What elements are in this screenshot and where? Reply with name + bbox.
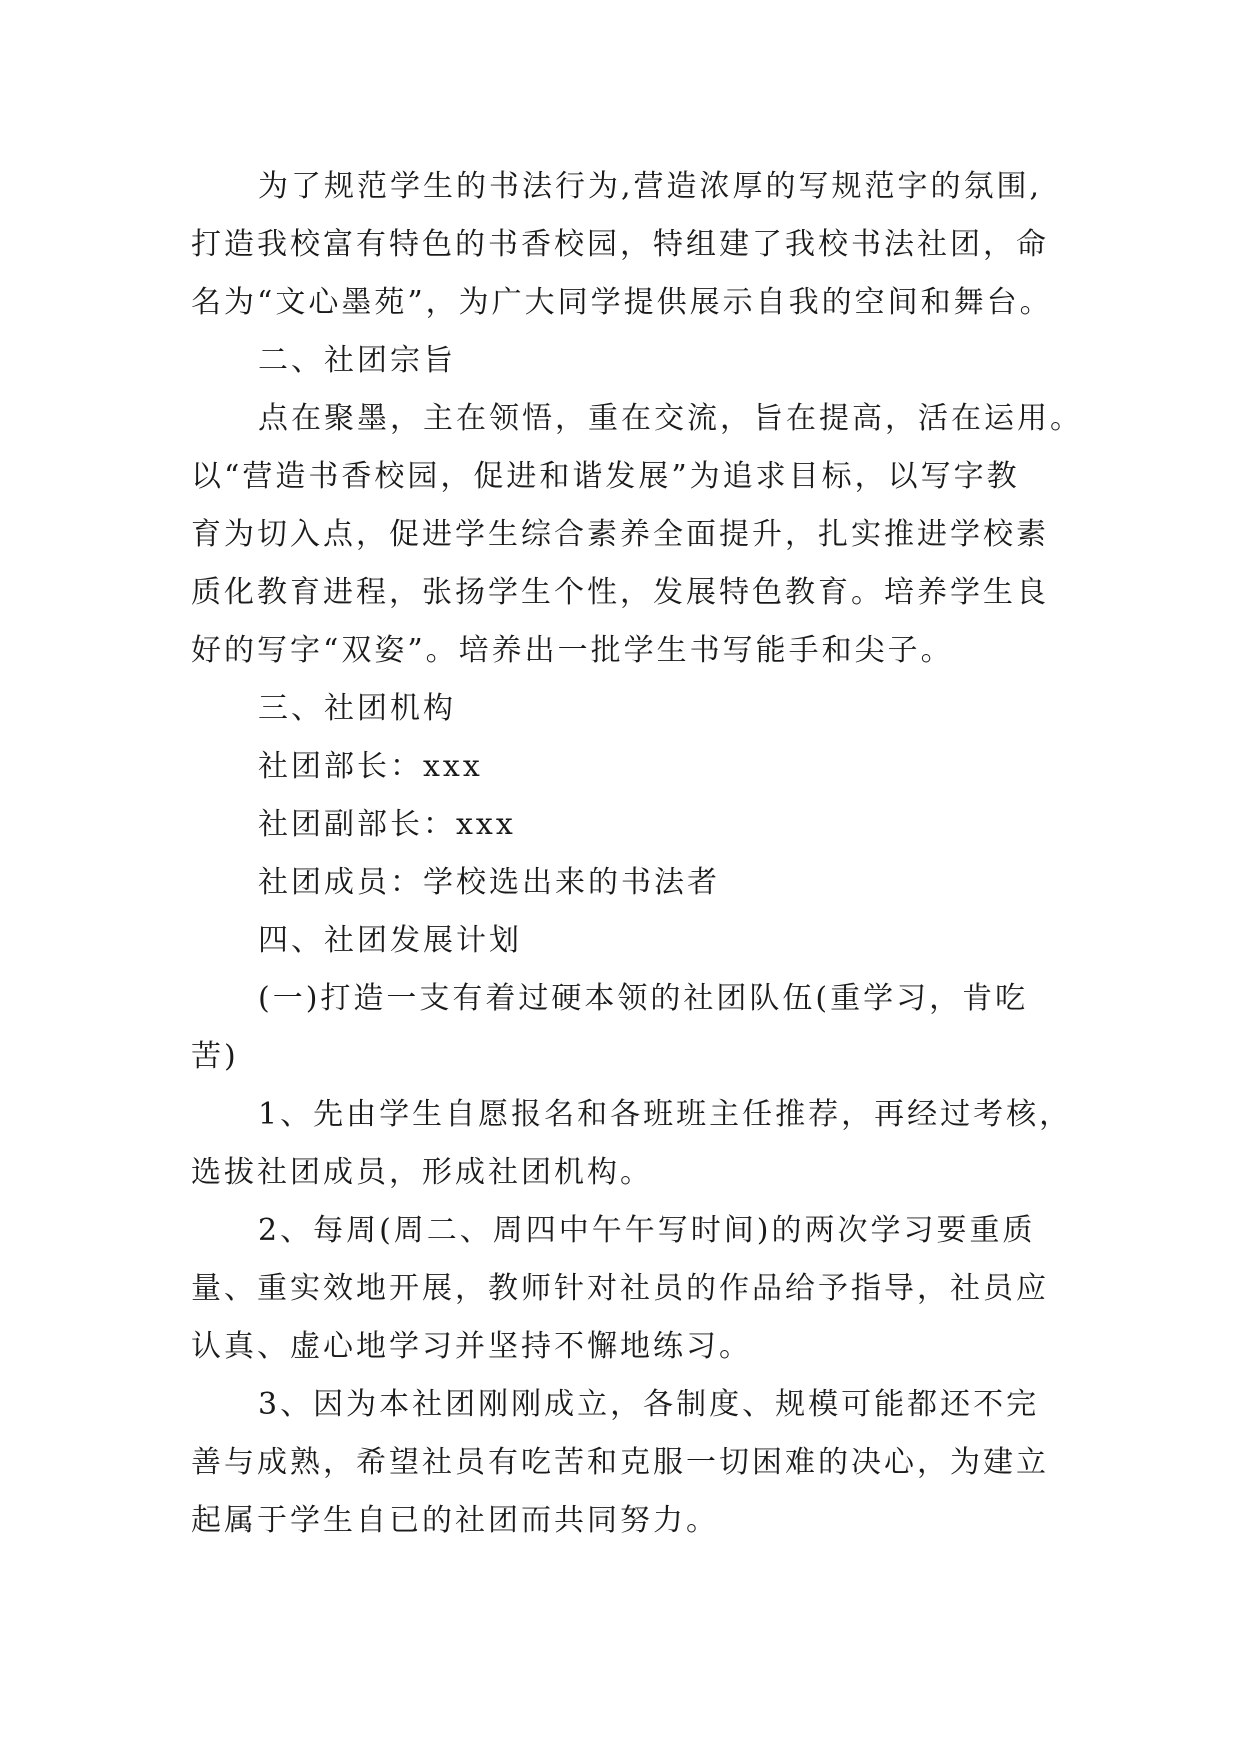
section-heading-organization: 三、社团机构 xyxy=(258,691,456,726)
plan-item-3-line: 善与成熟，希望社员有吃苦和克服一切困难的决心，为建立 xyxy=(191,1445,1049,1480)
plan-item-2-line: 量、重实效地开展，教师针对社员的作品给予指导，社员应 xyxy=(191,1271,1049,1306)
paragraph-purpose-line: 好的写字“双姿”。培养出一批学生书写能手和尖子。 xyxy=(191,633,954,668)
paragraph-purpose-line: 质化教育进程，张扬学生个性，发展特色教育。培养学生良 xyxy=(191,575,1049,610)
paragraph-purpose-line: 点在聚墨，主在领悟，重在交流，旨在提高，活在运用。 xyxy=(258,401,1083,436)
plan-item-1-line: 选拔社团成员，形成社团机构。 xyxy=(191,1155,653,1190)
plan-item-3-line: 3、因为本社团刚刚成立，各制度、规模可能都还不完 xyxy=(258,1387,1040,1422)
paragraph-intro-line: 为了规范学生的书法行为,营造浓厚的写规范字的氛围, xyxy=(258,169,1043,204)
organization-director: 社团部长：xxx xyxy=(258,749,483,784)
plan-item-1-line: 1、先由学生自愿报名和各班班主任推荐，再经过考核， xyxy=(258,1097,1073,1132)
plan-item-2-line: 认真、虚心地学习并坚持不懈地练习。 xyxy=(191,1329,752,1364)
organization-deputy-director: 社团副部长：xxx xyxy=(258,807,516,842)
plan-subheading-line: (一)打造一支有着过硬本领的社团队伍(重学习，肯吃 xyxy=(258,981,1029,1016)
paragraph-purpose-line: 以“营造书香校园，促进和谐发展”为追求目标，以写字教 xyxy=(191,459,1020,494)
paragraph-intro-line: 名为“文心墨苑”，为广大同学提供展示自我的空间和舞台。 xyxy=(191,285,1053,320)
paragraph-intro-line: 打造我校富有特色的书香校园，特组建了我校书法社团，命 xyxy=(191,227,1049,262)
paragraph-purpose-line: 育为切入点，促进学生综合素养全面提升，扎实推进学校素 xyxy=(191,517,1049,552)
plan-subheading-line: 苦) xyxy=(191,1039,239,1074)
organization-members: 社团成员：学校选出来的书法者 xyxy=(258,865,720,900)
section-heading-plan: 四、社团发展计划 xyxy=(258,923,522,958)
plan-item-3-line: 起属于学生自已的社团而共同努力。 xyxy=(191,1503,719,1538)
plan-item-2-line: 2、每周(周二、周四中午午写时间)的两次学习要重质 xyxy=(258,1213,1036,1248)
section-heading-purpose: 二、社团宗旨 xyxy=(258,343,456,378)
